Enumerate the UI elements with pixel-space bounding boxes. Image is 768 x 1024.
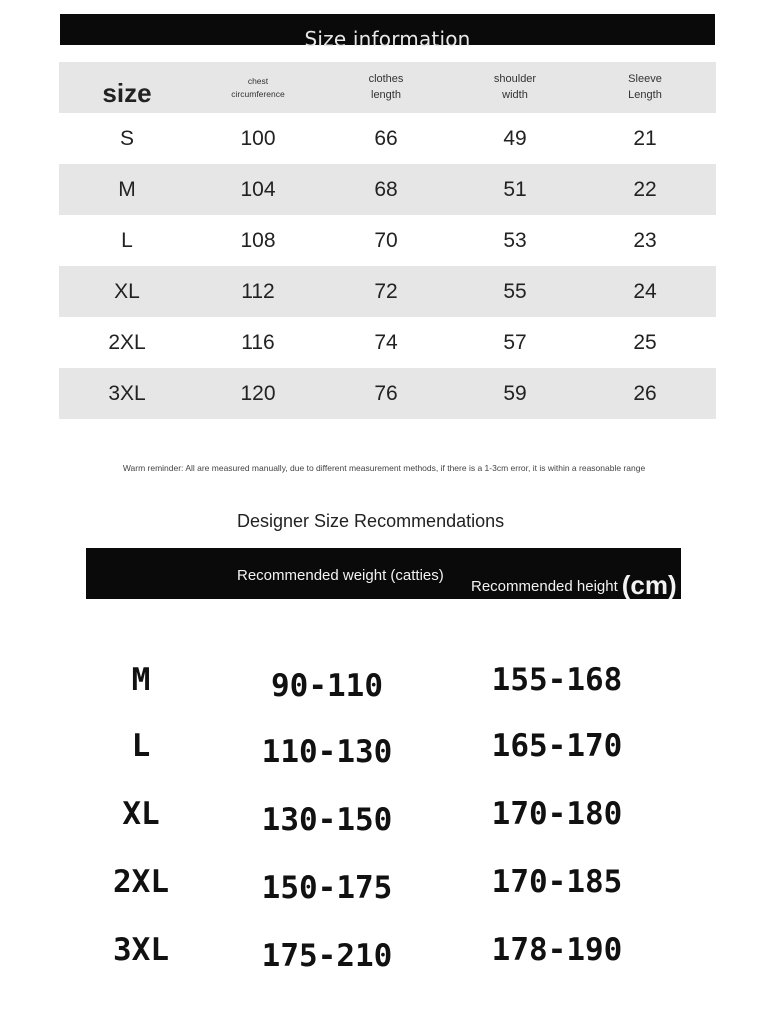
- cell-size: M: [118, 177, 136, 201]
- cell-chest-circumference: 112: [241, 279, 275, 303]
- cell-chest-circumference: 116: [241, 330, 275, 354]
- rec-weight-range: 130-150: [261, 802, 393, 838]
- cell-shoulder-width: 57: [503, 330, 527, 354]
- recommendation-row: [0, 662, 768, 712]
- recommendation-row: [0, 864, 768, 914]
- cell-shoulder-width: 51: [503, 177, 527, 201]
- height-header: Recommended height: [471, 578, 618, 595]
- cell-chest-circumference: 104: [240, 177, 276, 201]
- weight-header: Recommended weight (catties): [237, 567, 444, 584]
- cell-sleeve-length: 25: [633, 330, 657, 354]
- header-shoulder-width: shoulder width: [493, 73, 537, 101]
- table-row: [59, 113, 716, 164]
- header-chest-circumference: chest circumference: [231, 75, 285, 99]
- size-info-title-bar: [60, 14, 715, 51]
- cell-clothes-length: 72: [374, 279, 398, 303]
- cell-clothes-length: 68: [374, 177, 398, 201]
- cell-size: XL: [114, 279, 140, 303]
- rec-weight-range: 110-130: [261, 734, 393, 770]
- table-row: [59, 164, 716, 215]
- cell-sleeve-length: 21: [633, 126, 657, 150]
- rec-size: 2XL: [113, 864, 169, 900]
- cell-clothes-length: 70: [374, 228, 398, 252]
- rec-weight-range: 90-110: [271, 668, 383, 704]
- rec-size: L: [131, 728, 151, 764]
- cell-clothes-length: 74: [374, 330, 398, 354]
- recommendation-row: [0, 728, 768, 778]
- recommendations-title: Designer Size Recommendations: [237, 511, 505, 531]
- cell-clothes-length: 76: [374, 381, 398, 405]
- recommendation-row: [0, 932, 768, 982]
- cell-chest-circumference: 120: [240, 381, 276, 405]
- rec-weight-range: 150-175: [261, 870, 393, 906]
- page-title: Size information: [304, 27, 471, 51]
- rec-height-range: 155-168: [491, 662, 623, 698]
- cell-size: L: [121, 228, 133, 252]
- cell-chest-circumference: 100: [240, 126, 276, 150]
- cell-clothes-length: 66: [374, 126, 398, 150]
- cell-shoulder-width: 49: [503, 126, 527, 150]
- cell-sleeve-length: 23: [633, 228, 657, 252]
- cell-sleeve-length: 24: [633, 279, 657, 303]
- header-clothes-length: clothes length: [368, 73, 404, 101]
- height-header-group: [471, 567, 677, 598]
- rec-height-range: 178-190: [491, 932, 623, 968]
- cell-sleeve-length: 22: [633, 177, 657, 201]
- rec-height-range: 170-180: [491, 796, 623, 832]
- rec-size: M: [131, 662, 151, 698]
- recommendations-header-bar: [86, 548, 681, 599]
- table-row: [59, 266, 716, 317]
- size-table: [59, 62, 716, 419]
- warm-reminder: Warm reminder: All are measured manually, due to different measurement methods, if there is a 1-3cm error, it is within a reasonable range: [122, 463, 646, 473]
- table-row: [59, 215, 716, 266]
- rec-weight-range: 175-210: [261, 938, 393, 974]
- table-row: [59, 368, 716, 419]
- rec-size: XL: [122, 796, 160, 832]
- cell-size: S: [119, 126, 135, 150]
- recommendation-row: [0, 796, 768, 846]
- table-header-row: [59, 62, 716, 113]
- header-sleeve-length: Sleeve Length: [628, 73, 662, 101]
- rec-height-range: 165-170: [491, 728, 623, 764]
- cell-shoulder-width: 55: [503, 279, 527, 303]
- cell-shoulder-width: 59: [503, 381, 527, 405]
- table-row: [59, 317, 716, 368]
- height-unit: (cm): [621, 570, 677, 600]
- cell-shoulder-width: 53: [503, 228, 527, 252]
- cell-chest-circumference: 108: [240, 228, 276, 252]
- cell-size: 2XL: [108, 330, 146, 354]
- rec-size: 3XL: [113, 932, 169, 968]
- header-size: size: [102, 77, 152, 108]
- cell-sleeve-length: 26: [633, 381, 657, 405]
- cell-size: 3XL: [108, 381, 146, 405]
- rec-height-range: 170-185: [491, 864, 623, 900]
